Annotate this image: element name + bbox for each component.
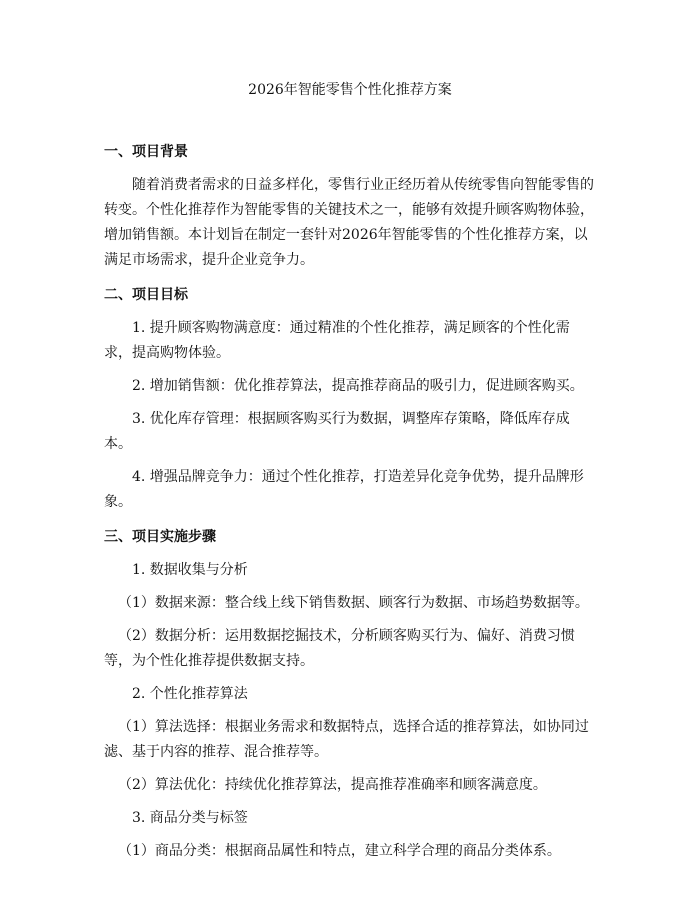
- goal-item-3: 3. 优化库存管理：根据顾客购买行为数据，调整库存策略，降低库存成本。: [104, 411, 570, 452]
- step-data-analysis: （2）数据分析：运用数据挖掘技术，分析顾客购买行为、偏好、消费习惯等，为个性化推荐提供数据支持。: [104, 628, 575, 669]
- goal-item-4: 4. 增强品牌竞争力：通过个性化推荐，打造差异化竞争优势，提升品牌形象。: [104, 469, 584, 510]
- step-heading-data: 1. 数据收集与分析: [132, 562, 248, 578]
- step-heading-algorithm: 2. 个性化推荐算法: [132, 686, 248, 702]
- goal-item-1: 1. 提升顾客购物满意度：通过精准的个性化推荐，满足顾客的个性化需求，提高购物体验。: [104, 320, 570, 361]
- step-heading-classification: 3. 商品分类与标签: [132, 810, 248, 826]
- section-heading-goals: 二、项目目标: [104, 287, 188, 303]
- section-heading-background: 一、项目背景: [104, 144, 188, 160]
- section-heading-steps: 三、项目实施步骤: [104, 529, 216, 545]
- document-title: 2026年智能零售个性化推荐方案: [248, 82, 452, 98]
- goal-item-2: 2. 增加销售额：优化推荐算法，提高推荐商品的吸引力，促进顾客购买。: [132, 378, 584, 394]
- step-data-source: （1）数据来源：整合线上线下销售数据、顾客行为数据、市场趋势数据等。: [118, 595, 589, 611]
- background-paragraph: 随着消费者需求的日益多样化，零售行业正经历着从传统零售向智能零售的转变。个性化推荐作为智能零售的关键技术之一，能够有效提升顾客购物体验，增加销售额。本计划旨在制定一套针对2026年智能零售的个性化推荐方案，以满足市场需求，提升企业竞争力。: [104, 177, 594, 268]
- document-body: [104, 140, 596, 864]
- step-algorithm-selection: （1）算法选择：根据业务需求和数据特点，选择合适的推荐算法，如协同过滤、基于内容的推荐、混合推荐等。: [104, 719, 589, 760]
- step-algorithm-optimization: （2）算法优化：持续优化推荐算法，提高推荐准确率和顾客满意度。: [118, 777, 547, 793]
- step-product-classification: （1）商品分类：根据商品属性和特点，建立科学合理的商品分类体系。: [118, 843, 561, 859]
